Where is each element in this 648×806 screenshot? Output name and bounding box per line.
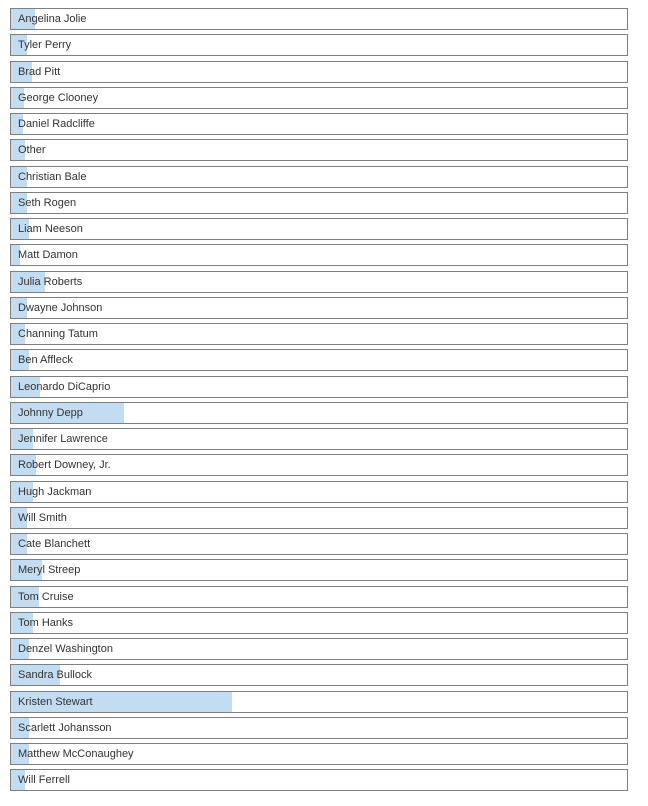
poll-option-row[interactable] <box>10 113 628 135</box>
poll-option-label: Scarlett Johansson <box>18 722 112 734</box>
poll-option-row[interactable] <box>10 769 628 791</box>
poll-option-row[interactable] <box>10 691 628 713</box>
poll-option-label: Matt Damon <box>18 249 78 261</box>
poll-option-label: Matthew McConaughey <box>18 748 134 760</box>
poll-option-row[interactable] <box>10 533 628 555</box>
poll-option-label: Kristen Stewart <box>18 696 93 708</box>
poll-option-row[interactable] <box>10 61 628 83</box>
poll-option-label: Daniel Radcliffe <box>18 118 95 130</box>
poll-option-row[interactable] <box>10 559 628 581</box>
poll-option-label: Brad Pitt <box>18 66 61 78</box>
poll-option-label: Leonardo DiCaprio <box>18 381 111 393</box>
poll-option-row[interactable] <box>10 87 628 109</box>
poll-option-label: Denzel Washington <box>18 643 113 655</box>
poll-option-row[interactable] <box>10 8 628 30</box>
poll-option-label: Tyler Perry <box>18 39 72 51</box>
poll-option-row[interactable] <box>10 192 628 214</box>
poll-option-row[interactable] <box>10 638 628 660</box>
poll-option-label: Will Ferrell <box>18 774 70 786</box>
poll-option-label: Hugh Jackman <box>18 486 92 498</box>
poll-option-label: Julia Roberts <box>18 276 83 288</box>
poll-option-label: Sandra Bullock <box>18 669 92 681</box>
poll-option-label: Liam Neeson <box>18 223 83 235</box>
poll-option-row[interactable] <box>10 323 628 345</box>
poll-option-label: Jennifer Lawrence <box>18 433 108 445</box>
poll-option-row[interactable] <box>10 139 628 161</box>
poll-option-row[interactable] <box>10 507 628 529</box>
poll-option-row[interactable] <box>10 218 628 240</box>
poll-option-label: Channing Tatum <box>18 328 98 340</box>
poll-option-row[interactable] <box>10 586 628 608</box>
poll-option-label: Meryl Streep <box>18 564 81 576</box>
poll-option-row[interactable] <box>10 743 628 765</box>
poll-option-label: Cate Blanchett <box>18 538 91 550</box>
poll-option-row[interactable] <box>10 402 628 424</box>
poll-option-label: Tom Hanks <box>18 617 74 629</box>
poll-option-label: Seth Rogen <box>18 197 77 209</box>
poll-option-row[interactable] <box>10 297 628 319</box>
poll-option-label: Dwayne Johnson <box>18 302 103 314</box>
poll-option-row[interactable] <box>10 664 628 686</box>
poll-option-label: Will Smith <box>18 512 67 524</box>
poll-option-label: Christian Bale <box>18 171 87 183</box>
poll-option-label: Tom Cruise <box>18 591 74 603</box>
poll-option-row[interactable] <box>10 34 628 56</box>
poll-option-label: Ben Affleck <box>18 354 73 366</box>
poll-option-label: Johnny Depp <box>18 407 83 419</box>
poll-option-row[interactable] <box>10 376 628 398</box>
poll-option-row[interactable] <box>10 428 628 450</box>
poll-option-row[interactable] <box>10 349 628 371</box>
poll-option-row[interactable] <box>10 454 628 476</box>
poll-option-row[interactable] <box>10 717 628 739</box>
poll-option-row[interactable] <box>10 271 628 293</box>
poll-option-label: Robert Downey, Jr. <box>18 459 111 471</box>
poll-option-row[interactable] <box>10 481 628 503</box>
poll-option-row[interactable] <box>10 612 628 634</box>
poll-option-label: George Clooney <box>18 92 99 104</box>
poll-option-label: Angelina Jolie <box>18 13 87 25</box>
poll-option-row[interactable] <box>10 244 628 266</box>
poll-option-row[interactable] <box>10 166 628 188</box>
poll-option-label: Other <box>18 144 46 156</box>
